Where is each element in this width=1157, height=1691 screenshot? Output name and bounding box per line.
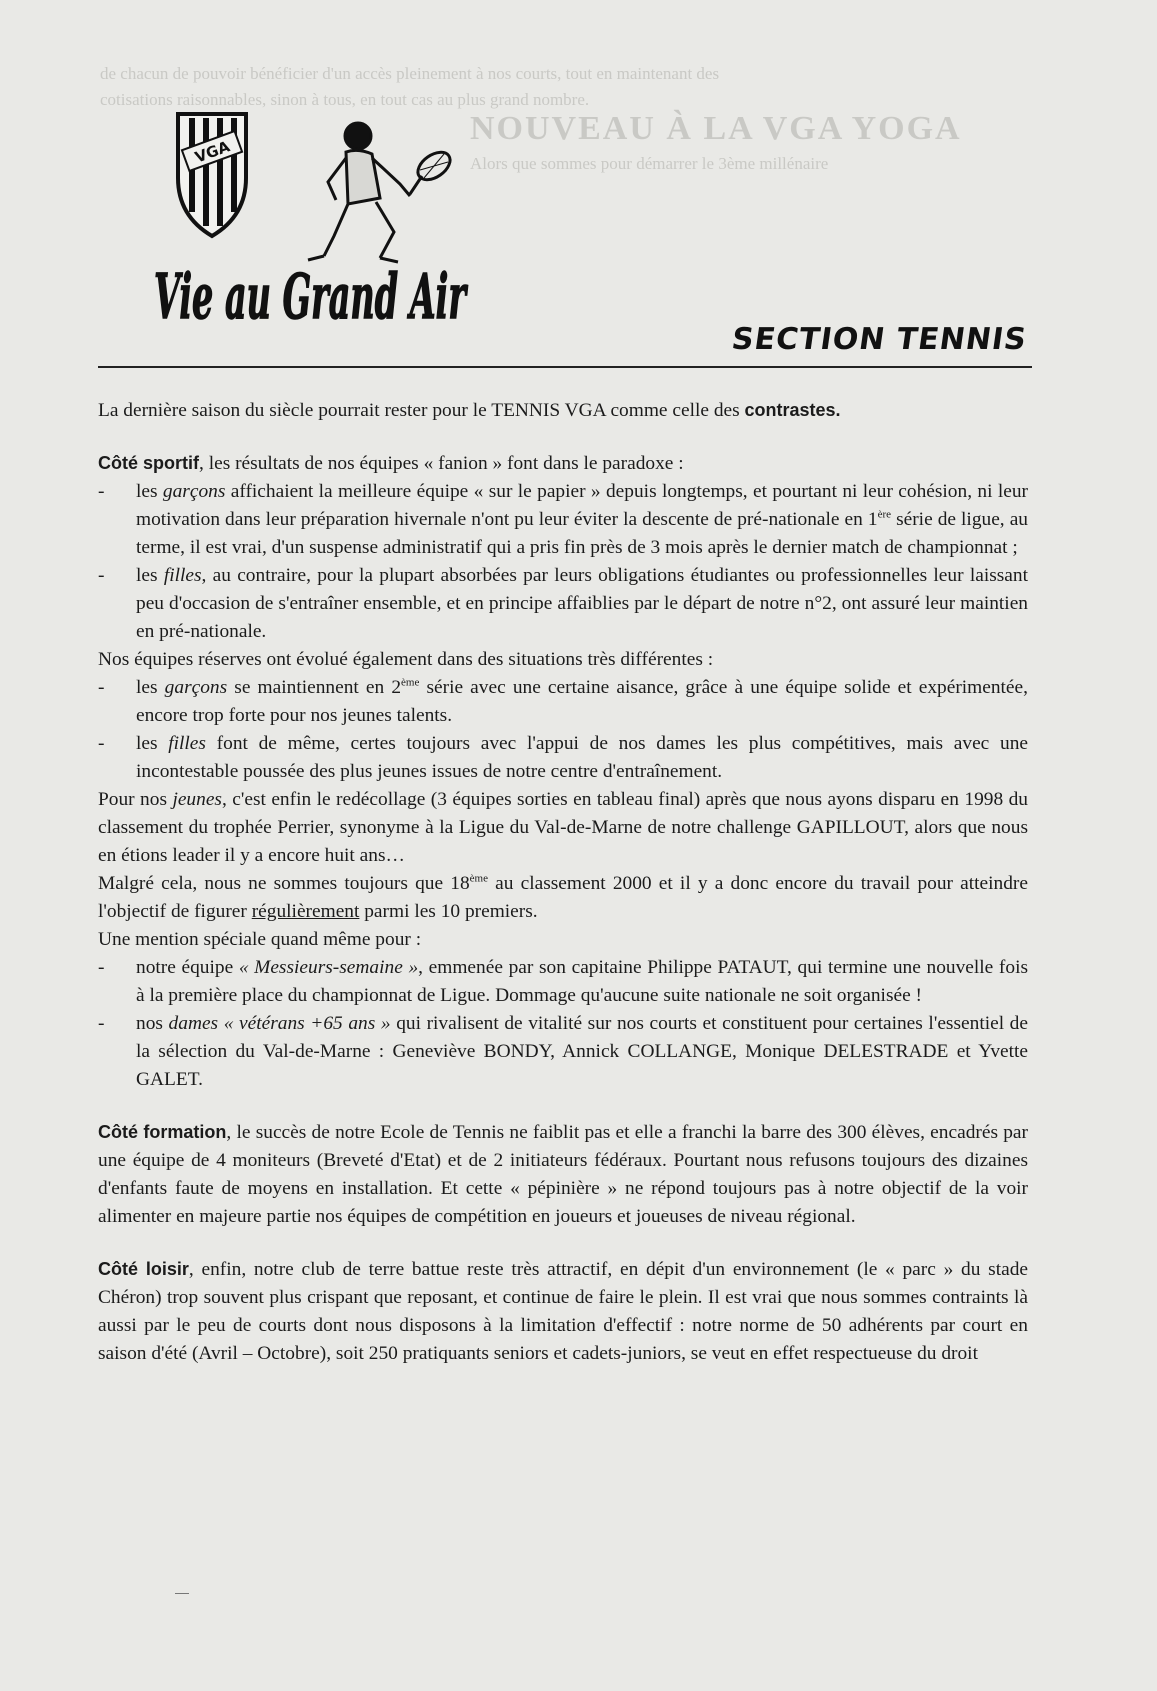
loisir-paragraph: Côté loisir, enfin, notre club de terre battue reste très attractif, en dépit d'un environnement (le « parc » du stade Chéron) trop souvent plus crispant que reposant, et continue de faire le plein. Il est vrai que nous sommes contraints là aussi par le peu de courts dont nous disposons à la limitation d'effectif : notre norme de 50 adhérents par court en saison d'été (Avril – Octobre), soit 250 pratiquants seniors et cadets-juniors, se veut en effet respectueuse du droit: [98, 1259, 1028, 1364]
list-item: - les garçons affichaient la meilleure équipe « sur le papier » depuis longtemps, et pourtant ni leur cohésion, ni leur motivation dans leur préparation hivernale n'ont pu leur éviter la descente de pré-nationale en 1ère série de ligue, au terme, il est vrai, d'un suspense administratif qui a pris fin près de 3 mois après le dernier match de championnat ;: [98, 481, 1028, 558]
list-item: - notre équipe « Messieurs-semaine », emmenée par son capitaine Philippe PATAUT, qui termine une nouvelle fois à la première place du championnat de Ligue. Dommage qu'aucune suite nationale ne soit organisée !: [98, 957, 1028, 1006]
bleed-through-title: NOUVEAU À LA VGA YOGA: [470, 110, 962, 147]
formation-heading: Côté formation: [98, 1122, 227, 1142]
list-item: - les filles, au contraire, pour la plupart absorbées par leurs obligations étudiantes ou professionnelles leur laissant peu d'occasion de s'entraîner ensemble, et en principe affaiblies par le départ de notre n°2, ont assuré leur maintien en pré-nationale.: [98, 565, 1028, 642]
sportif-paragraph: Côté sportif, les résultats de nos équipes « fanion » font dans le paradoxe :: [98, 453, 684, 474]
article-body: [98, 396, 1028, 1368]
list-item: - les filles font de même, certes toujours avec l'appui de nos dames les plus compétitives, mais avec une incontestable poussée des plus jeunes issues de notre centre d'entraînement.: [98, 733, 1028, 782]
mention-paragraph: Une mention spéciale quand même pour :: [98, 929, 422, 950]
bleed-through-line: de chacun de pouvoir bénéficier d'un accès pleinement à nos courts, tout en maintenant des: [100, 64, 720, 83]
footer-mark: [175, 1593, 189, 1594]
intro-paragraph: La dernière saison du siècle pourrait rester pour le TENNIS VGA comme celle des contrastes.: [98, 400, 841, 421]
bleed-through-line: cotisations raisonnables, sinon à tous, en tout cas au plus grand nombre.: [100, 90, 590, 109]
list-item: - nos dames « vétérans +65 ans » qui rivalisent de vitalité sur nos courts et constituent pour certaines l'essentiel de la sélection du Val-de-Marne : Geneviève BONDY, Annick COLLANGE, Monique DELESTRADE et Yvette GALET.: [98, 1013, 1028, 1090]
loisir-heading: Côté loisir: [98, 1259, 189, 1279]
vga-logo: [148, 108, 503, 353]
jeunes-paragraph: Pour nos jeunes, c'est enfin le redécollage (3 équipes sorties en tableau final) après que nous ayons disparu en 1998 du classement du trophée Perrier, synonyme à la Ligue du Val-de-Marne de notre challenge GAPILLOUT, alors que nous en étions leader il y a encore huit ans…: [98, 789, 1029, 866]
malgre-paragraph: Malgré cela, nous ne sommes toujours que 18ème au classement 2000 et il y a donc encore du travail pour atteindre l'objectif de figurer régulièrement parmi les 10 premiers.: [98, 872, 1028, 922]
bleed-through-line: Alors que sommes pour démarrer le 3ème millénaire: [470, 154, 829, 173]
formation-paragraph: Côté formation, le succès de notre Ecole de Tennis ne faiblit pas et elle a franchi la barre des 300 élèves, encadrés par une équipe de 4 moniteurs (Breveté d'Etat) et de 2 initiateurs fédéraux. Pourtant nous refusons toujours des dizaines d'enfants faute de moyens en installation. Et cette « pépinière » ne répond toujours pas à notre objectif de la voir alimenter en majeure partie nos équipes de compétition en joueurs et joueuses de niveau régional.: [98, 1122, 1029, 1227]
svg-text:VGA: VGA: [192, 137, 233, 167]
title-divider: [98, 366, 1032, 368]
logo-wordmark: Vie au Grand Air: [154, 260, 469, 333]
section-title: SECTION TENNIS: [729, 322, 1030, 357]
tennis-player-icon: [308, 123, 455, 262]
list-item: - les garçons se maintiennent en 2ème série avec une certaine aisance, grâce à une équipe solide et expérimentée, encore trop forte pour nos jeunes talents.: [98, 676, 1028, 726]
shield-icon: [178, 114, 246, 236]
sportif-heading: Côté sportif: [98, 453, 199, 473]
reserves-paragraph: Nos équipes réserves ont évolué également dans des situations très différentes :: [98, 649, 714, 670]
